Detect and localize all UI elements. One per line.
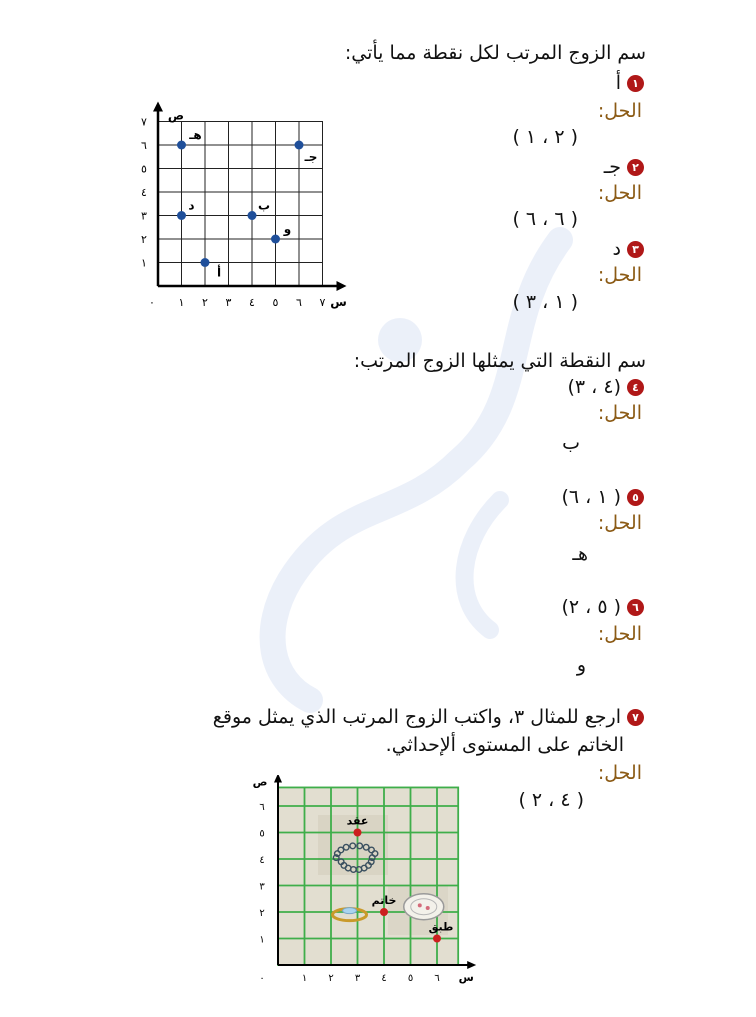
question-7 [213, 706, 644, 728]
question-number-badge: ٢ [627, 159, 644, 176]
y-tick-label: ٥ [259, 828, 265, 840]
question-number-badge: ٧ [627, 709, 644, 726]
y-tick-label: ٥ [141, 162, 147, 176]
plate-flower [418, 903, 422, 907]
x-tick-label: ٢ [202, 296, 208, 309]
x-tick-label: ١ [301, 973, 308, 984]
y-tick-label: ٣ [141, 209, 147, 223]
y-tick-label: ٣ [259, 881, 265, 893]
solution-label: الحل: [597, 100, 642, 122]
question-4 [568, 376, 645, 398]
x-tick-label: ٥ [407, 973, 414, 984]
question-text-line1: ارجع للمثال ٣، واكتب الزوج المرتب الذي يمثل موقع [212, 706, 621, 728]
y-tick-label: ١ [141, 256, 147, 270]
y-tick-label: ٧ [141, 115, 147, 129]
point-label: د [188, 198, 195, 213]
point-label: جـ [304, 150, 318, 164]
y-tick-label: ٤ [259, 855, 265, 866]
section2-heading: سم النقطة التي يمثلها الزوج المرتب: [353, 350, 646, 372]
solution-label: الحل: [597, 623, 642, 645]
question-number-badge: ٣ [627, 241, 644, 258]
x-tick-label: ١ [178, 296, 185, 309]
x-axis-label: س [330, 295, 347, 309]
ring-gem [343, 908, 357, 914]
answer-text: ( ٤ ، ٢ ) [518, 789, 584, 811]
plot-point [177, 141, 186, 150]
plate-flower [426, 906, 430, 910]
y-axis-label: ص [252, 775, 268, 789]
question-label: جـ [603, 156, 621, 178]
solution-label: الحل: [597, 264, 642, 286]
y-tick-label: ٦ [141, 139, 147, 152]
plot-point [380, 908, 388, 916]
answer-text: و [576, 654, 586, 676]
solution-label: الحل: [597, 762, 642, 784]
answer-text: ( ٦ ، ٦ ) [512, 208, 578, 230]
point-label: و [283, 222, 292, 236]
x-tick-label: ٥ [272, 296, 279, 309]
y-tick-label: ٢ [141, 233, 147, 246]
y-tick-label: ٢ [259, 908, 265, 919]
plate-rim [404, 894, 444, 920]
plot-point [177, 211, 186, 220]
question-number-badge: ٥ [627, 489, 644, 506]
question-text-line2: الخاتم على المستوى ألإحداثي. [385, 734, 624, 756]
question-number-badge: ٦ [627, 599, 644, 616]
plot-point [433, 935, 441, 943]
section1-heading: سم الزوج المرتب لكل نقطة مما يأتي: [344, 42, 646, 64]
plot-point [354, 829, 362, 837]
solution-label: الحل: [597, 512, 642, 534]
x-tick-label: ٧ [319, 296, 326, 309]
x-tick-label: ٣ [225, 296, 232, 309]
point-label: هـ [189, 128, 202, 142]
y-axis-arrow [153, 102, 163, 112]
coordinate-graph-points [140, 100, 360, 322]
question-6 [561, 596, 644, 618]
plate-illustration [404, 894, 444, 920]
question-5 [561, 486, 644, 508]
point-label: أ [216, 265, 222, 280]
x-axis-arrow [337, 281, 347, 291]
plot-point [248, 211, 257, 220]
y-tick-label: ٤ [141, 186, 147, 199]
y-tick-label: ٦ [259, 802, 265, 813]
question-label: ( ١ ، ٦) [561, 486, 621, 508]
x-axis-label: س [458, 971, 474, 984]
x-tick-label: ٦ [434, 973, 440, 984]
question-label: أ [615, 72, 621, 94]
question-number-badge: ٤ [627, 379, 644, 396]
answer-text: ( ٢ ، ١ ) [512, 126, 578, 148]
y-tick-label: ١ [259, 934, 265, 946]
x-tick-label: ٣ [354, 973, 361, 984]
point-label: طبق [428, 920, 454, 934]
answer-text: ب [562, 432, 580, 454]
origin-label: ٠ [259, 973, 265, 984]
question-label: ( ٥ ، ٢) [561, 596, 621, 618]
x-tick-label: ٢ [328, 973, 334, 984]
point-label: خاتم [371, 894, 397, 907]
solution-label: الحل: [597, 182, 642, 204]
question-1 [616, 72, 644, 94]
question-3 [613, 238, 644, 260]
plot-point [201, 258, 210, 267]
point-label: عقد [346, 814, 369, 828]
answer-text: هـ [572, 543, 588, 565]
answer-text: ( ١ ، ٣ ) [512, 291, 578, 313]
question-label: د [612, 238, 621, 260]
ring-location-graph [250, 775, 480, 997]
x-tick-label: ٤ [249, 296, 255, 309]
plot-point [295, 141, 304, 150]
question-label: (٤ ، ٣) [567, 376, 621, 398]
solution-label: الحل: [597, 402, 642, 424]
y-axis-label: ص [167, 108, 185, 123]
y-axis-arrow [274, 775, 282, 782]
plot-point [271, 235, 280, 244]
x-tick-label: ٤ [381, 973, 387, 984]
x-axis-arrow [467, 961, 476, 969]
question-2 [604, 156, 644, 178]
x-tick-label: ٦ [296, 296, 302, 309]
question-number-badge: ١ [627, 75, 644, 92]
origin-label: ٠ [149, 296, 155, 309]
point-label: ب [257, 198, 271, 213]
